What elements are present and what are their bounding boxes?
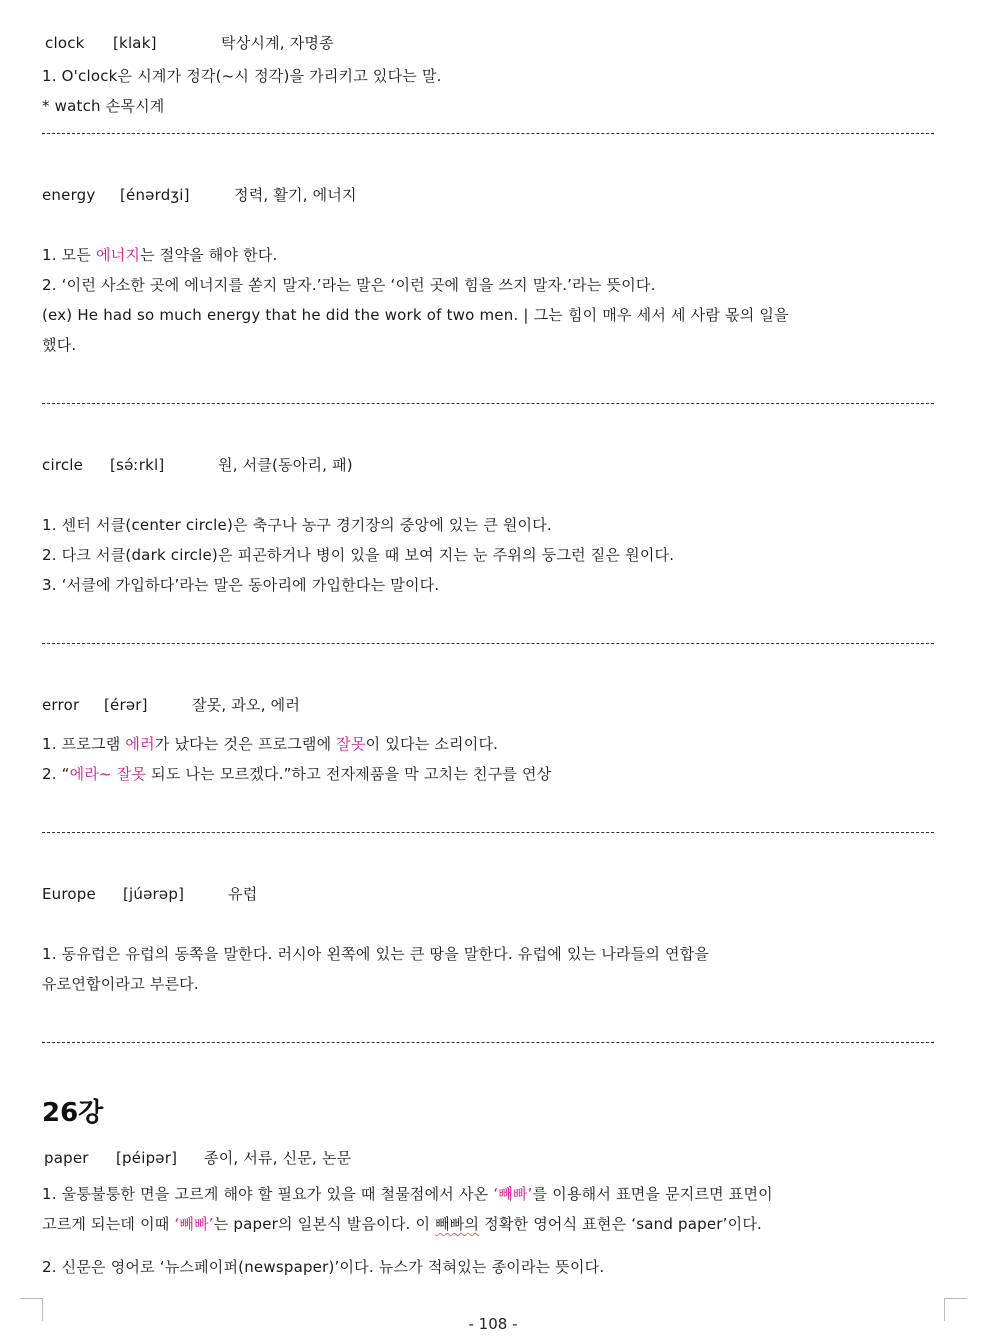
entry-line: 1. O'clock은 시계가 정각(~시 정각)을 가리키고 있다는 말. xyxy=(42,67,442,85)
highlight-text: 잘못 xyxy=(116,765,147,783)
meaning: 유럽 xyxy=(228,885,258,903)
entry-header-clock xyxy=(45,33,334,53)
entry-header-error xyxy=(42,695,300,715)
entry-line: 2. 다크 서클(dark circle)은 피곤하거나 병이 있을 때 보여 지는 눈 주위의 둥그런 짙은 원이다. xyxy=(42,546,675,564)
entry-line: 1. 센터 서클(center circle)은 축구나 농구 경기장의 중앙에 있는 큰 원이다. xyxy=(42,516,552,534)
meaning: 원, 서클(동아리, 패) xyxy=(218,456,353,474)
entry-line: 1. 프로그램 에러가 났다는 것은 프로그램에 잘못이 있다는 소리이다. xyxy=(42,735,499,753)
headword: circle xyxy=(42,456,84,474)
entry-line: 고르게 되는데 이때 ‘빼빠’는 paper의 일본식 발음이다. 이 빼빠의 정확한 영어식 표현은 ‘sand paper’이다. xyxy=(42,1215,762,1233)
underlined-text: 빼빠의 xyxy=(435,1215,480,1233)
highlight-text: 에라~ xyxy=(69,765,112,783)
separator xyxy=(42,1042,934,1043)
headword: energy xyxy=(42,186,96,204)
pronunciation: [énərdʒi] xyxy=(120,186,190,204)
entry-line: 2. ‘이런 사소한 곳에 에너지를 쏟지 말자.’라는 말은 ‘이런 곳에 힘을 쓰지 말자.’라는 뜻이다. xyxy=(42,276,656,294)
meaning: 잘못, 과오, 에러 xyxy=(192,696,301,714)
entry-line: (ex) He had so much energy that he did the work of two men. | 그는 힘이 매우 세서 세 사람 몫의 일을 xyxy=(42,306,789,324)
entry-line: 1. 모든 에너지는 절약을 해야 한다. xyxy=(42,246,278,264)
headword: error xyxy=(42,696,80,714)
pronunciation: [sə́ːrkl] xyxy=(110,456,165,474)
entry-header-paper xyxy=(44,1148,351,1168)
entry-line: * watch 손목시계 xyxy=(42,97,165,115)
meaning: 종이, 서류, 신문, 논문 xyxy=(204,1149,352,1167)
lesson-heading: 26강 xyxy=(42,1098,104,1128)
entry-line: 2. “에라~ 잘못 되도 나는 모르겠다.”하고 전자제품을 막 고치는 친구를 연상 xyxy=(42,765,552,783)
pronunciation: [érər] xyxy=(104,696,148,714)
entry-header-europe xyxy=(42,884,257,904)
meaning: 탁상시계, 자명종 xyxy=(221,34,334,52)
separator xyxy=(42,133,934,134)
entry-line: 했다. xyxy=(42,336,77,354)
page-number: - 108 - xyxy=(468,1315,518,1333)
pronunciation: [péipər] xyxy=(116,1149,178,1167)
entry-line: 1. 동유럽은 유럽의 동쪽을 말한다. 러시아 왼쪽에 있는 큰 땅을 말한다. 유럽에 있는 나라들의 연합을 xyxy=(42,945,710,963)
highlight-text: ‘빼빠’ xyxy=(174,1215,214,1233)
highlight-text: 에러 xyxy=(125,735,155,753)
separator xyxy=(42,643,934,644)
separator xyxy=(42,832,934,833)
headword: Europe xyxy=(42,885,96,903)
highlight-text: 에너지 xyxy=(96,246,141,264)
entry-line: 유로연합이라고 부른다. xyxy=(42,975,199,993)
entry-line: 3. ‘서클에 가입하다’라는 말은 동아리에 가입한다는 말이다. xyxy=(42,576,440,594)
highlight-text: ‘빼빠’ xyxy=(493,1185,533,1203)
separator xyxy=(42,403,934,404)
pronunciation: [klak] xyxy=(113,34,157,52)
entry-header-energy xyxy=(42,185,357,205)
meaning: 정력, 활기, 에너지 xyxy=(234,186,357,204)
headword: paper xyxy=(44,1149,89,1167)
entry-line: 2. 신문은 영어로 ‘뉴스페이퍼(newspaper)’이다. 뉴스가 적혀있는 종이라는 뜻이다. xyxy=(42,1258,605,1276)
entry-header-circle xyxy=(42,455,353,475)
headword: clock xyxy=(45,34,85,52)
entry-line: 1. 울퉁불퉁한 면을 고르게 해야 할 필요가 있을 때 철물점에서 사온 ‘빼빠’를 이용해서 표면을 문지르면 표면이 xyxy=(42,1185,773,1203)
highlight-text: 잘못 xyxy=(336,735,366,753)
pronunciation: [júərəp] xyxy=(123,885,185,903)
